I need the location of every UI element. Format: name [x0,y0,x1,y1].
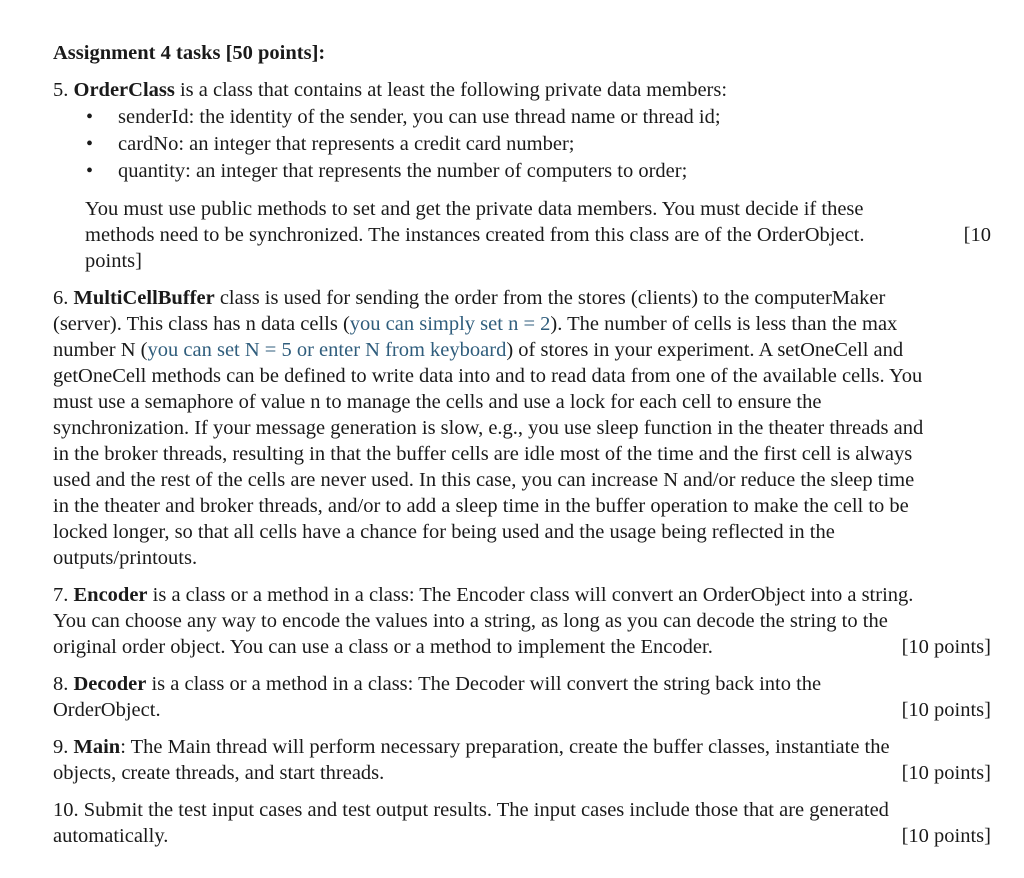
task6-text: ). The number of cells is less than the max [550,313,898,335]
task5-paragraph-line: methods need to be synchronized. The instances created from this class are of the OrderObject. [85,224,865,246]
document-title: Assignment 4 tasks [50 points]: [53,42,326,64]
task6-line: used and the rest of the cells are never used. In this case, you can increase N and/or reduce the sleep time [53,469,915,491]
task6-text: number N ( [53,339,148,361]
bullet-icon: • [86,133,94,155]
task6-highlight: you can set N = 5 or enter N from keyboard [147,339,507,361]
task6-text: class is used for sending the order from the stores (clients) to the computerMaker [214,287,886,309]
task7-number: 7. [53,584,69,606]
task8-number: 8. [53,673,69,695]
task5-heading [53,77,727,103]
task10-heading: 10. Submit the test input cases and test output results. The input cases include those that are generated [53,799,889,821]
task9-line: objects, create threads, and start threads. [53,762,385,784]
task9-points: [10 points] [901,762,991,784]
task9-number: 9. [53,736,69,758]
task7-name: Encoder [73,584,148,606]
task6-line: outputs/printouts. [53,547,198,569]
task6-line [53,337,903,363]
task5-intro: is a class that contains at least the following private data members: [174,79,728,101]
task7-text: is a class or a method in a class: The Encoder class will convert an OrderObject into a string. [147,584,914,606]
task9-name: Main [73,736,121,758]
task7-line: You can choose any way to encode the values into a string, as long as you can decode the string to the [53,610,888,632]
task6-line: getOneCell methods can be defined to write data into and to read data from one of the available cells. You [53,365,923,387]
task7-heading [53,582,913,608]
bullet-text: senderId: the identity of the sender, you can use thread name or thread id; [118,106,721,128]
task10-points: [10 points] [901,825,991,847]
task8-points: [10 points] [901,699,991,721]
bullet-icon: • [86,106,94,128]
task5-number: 5. [53,79,69,101]
task6-name: MultiCellBuffer [73,287,215,309]
task8-heading [53,671,821,697]
task7-line: original order object. You can use a class or a method to implement the Encoder. [53,636,713,658]
task6-line: in the theater and broker threads, and/or to add a sleep time in the buffer operation to make the cell to be [53,495,909,517]
task7-points: [10 points] [901,636,991,658]
task8-text: is a class or a method in a class: The Decoder will convert the string back into the [146,673,822,695]
task6-text: (server). This class has n data cells ( [53,313,350,335]
task6-line: synchronization. If your message generation is slow, e.g., you use sleep function in the theater threads and [53,417,924,439]
task6-line: locked longer, so that all cells have a chance for being used and the usage being reflected in the [53,521,835,543]
task6-text: ) of stores in your experiment. A setOneCell and [506,339,904,361]
task6-number: 6. [53,287,69,309]
task6-highlight: you can simply set n = 2 [349,313,551,335]
task9-heading [53,734,890,760]
task5-paragraph-line: You must use public methods to set and get the private data members. You must decide if these [85,198,864,220]
task5-name: OrderClass [73,79,175,101]
task5-points: [10 [963,224,991,246]
task6-heading [53,285,885,311]
task6-line [53,311,897,337]
task8-name: Decoder [73,673,147,695]
task5-paragraph-line: points] [85,250,142,272]
bullet-text: quantity: an integer that represents the number of computers to order; [118,160,688,182]
bullet-icon: • [86,160,94,182]
task6-line: in the broker threads, resulting in that the buffer cells are idle most of the time and the first cell is always [53,443,913,465]
bullet-text: cardNo: an integer that represents a credit card number; [118,133,575,155]
task8-line: OrderObject. [53,699,161,721]
task6-line: must use a semaphore of value n to manage the cells and use a lock for each cell to ensure the [53,391,822,413]
task10-line: automatically. [53,825,169,847]
task9-text: : The Main thread will perform necessary preparation, create the buffer classes, instantiate the [120,736,890,758]
